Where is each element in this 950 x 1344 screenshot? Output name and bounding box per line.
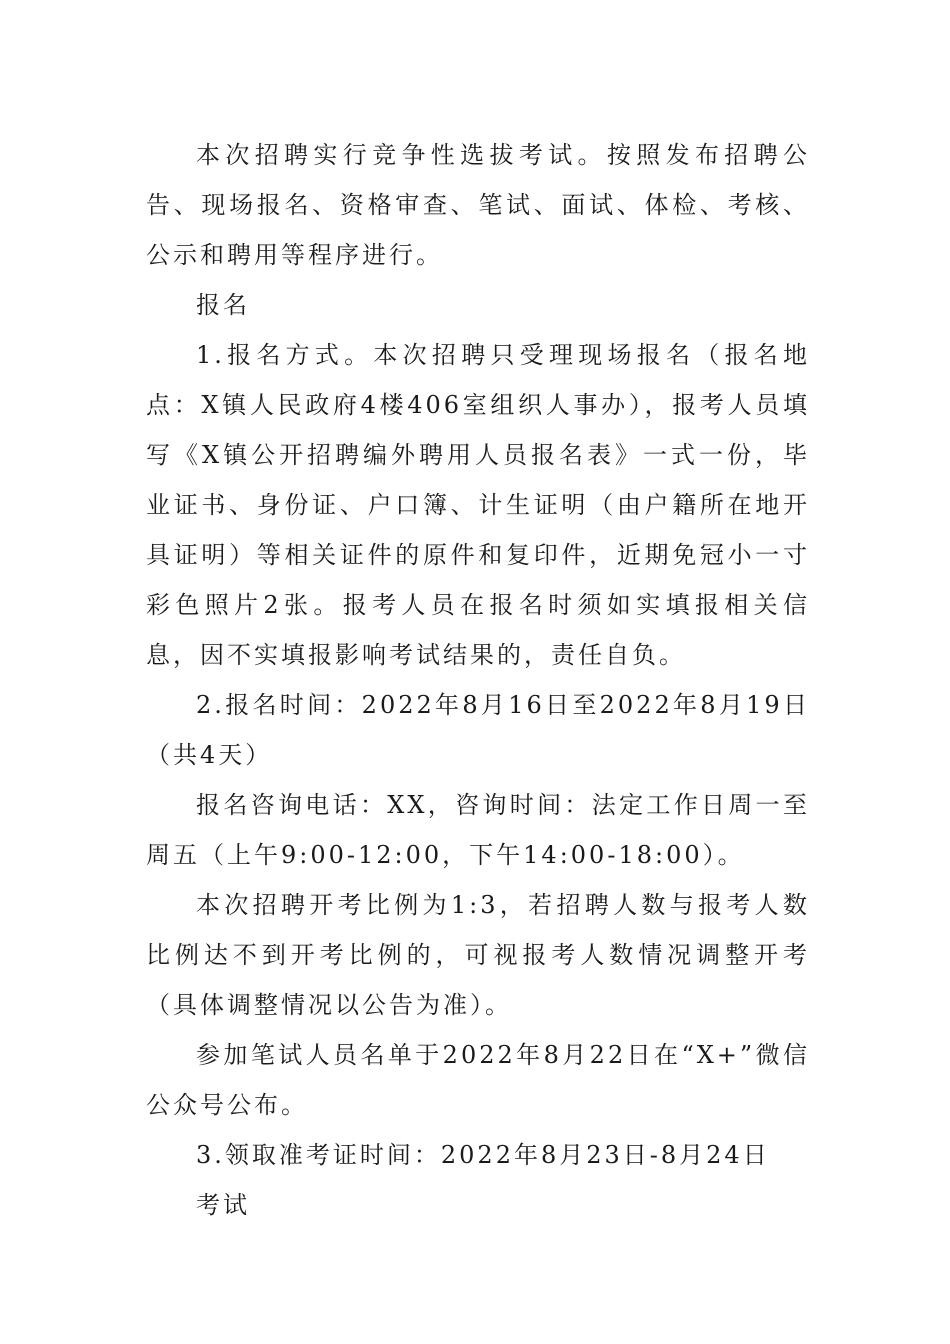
paragraph-registration-time: 2.报名时间：2022年8月16日至2022年8月19日（共4天）	[146, 691, 810, 769]
heading-registration: 报名	[196, 291, 250, 319]
document-body	[146, 130, 810, 1230]
paragraph-consultation: 报名咨询电话：XX，咨询时间：法定工作日周一至周五（上午9:00-12:00，下午14:00-18:00）。	[146, 791, 810, 869]
paragraph-exam-ratio: 本次招聘开考比例为1:3，若招聘人数与报考人数比例达不到开考比例的，可视报考人数情况调整开考（具体调整情况以公告为准）。	[146, 891, 810, 1019]
paragraph-overview: 本次招聘实行竞争性选拔考试。按照发布招聘公告、现场报名、资格审查、笔试、面试、体检、考核、公示和聘用等程序进行。	[146, 141, 810, 269]
paragraph-registration-method: 1.报名方式。本次招聘只受理现场报名（报名地点：X镇人民政府4楼406室组织人事办），报考人员填写《X镇公开招聘编外聘用人员报名表》一式一份，毕业证书、身份证、户口簿、计生证明（由户籍所在地开具证明）等相关证件的原件和复印件，近期免冠小一寸彩色照片2张。报考人员在报名时须如实填报相关信息，因不实填报影响考试结果的，责任自负。	[146, 341, 810, 669]
paragraph-admission-ticket: 3.领取准考证时间：2022年8月23日-8月24日	[196, 1141, 770, 1169]
heading-exam: 考试	[196, 1191, 250, 1219]
paragraph-written-exam-list: 参加笔试人员名单于2022年8月22日在“X+”微信公众号公布。	[146, 1041, 810, 1119]
